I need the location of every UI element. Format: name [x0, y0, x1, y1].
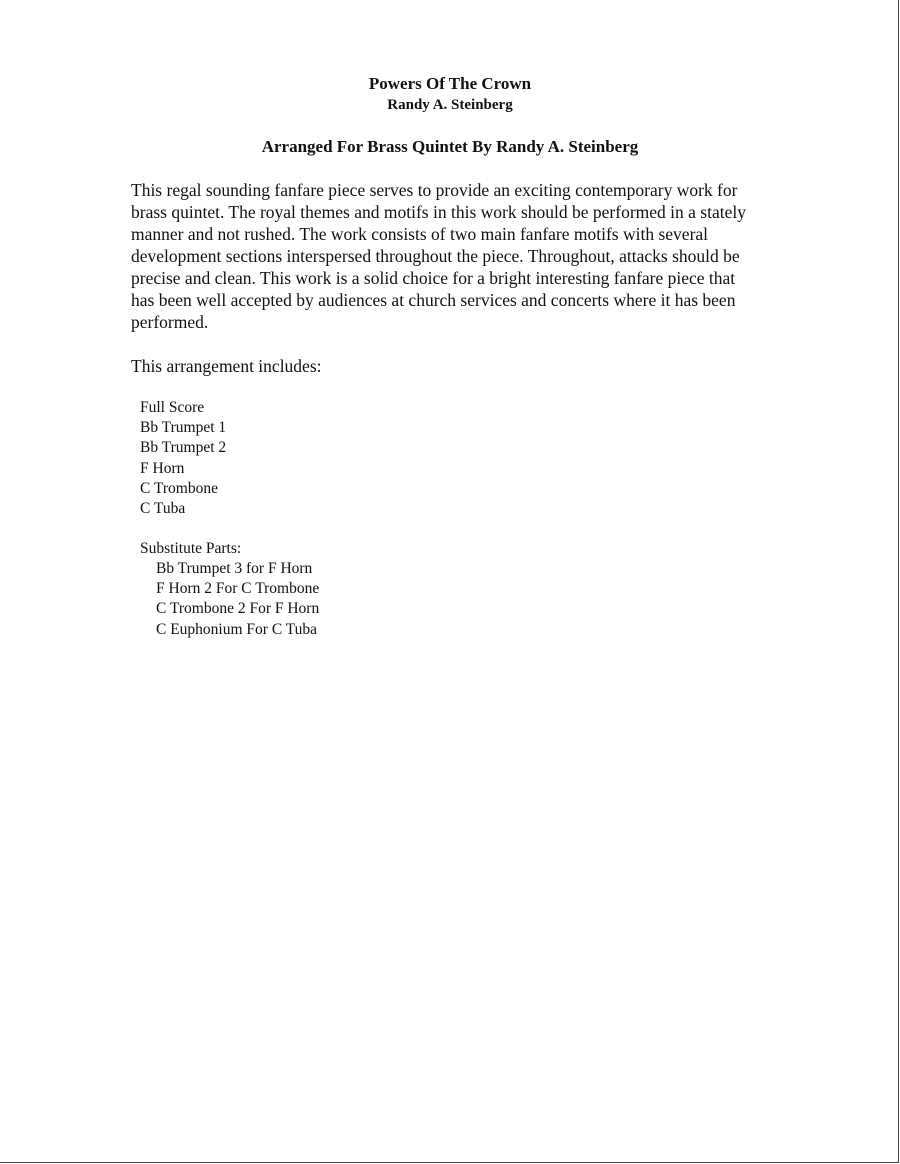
document-title: Powers Of The Crown	[368, 74, 532, 93]
parts-list	[140, 398, 226, 519]
substitute-part-item: C Euphonium For C Tuba	[156, 620, 318, 638]
part-item: C Trombone	[140, 479, 218, 497]
part-item: Full Score	[140, 399, 205, 416]
part-item: C Tuba	[140, 500, 186, 518]
part-item: Bb Trumpet 1	[140, 419, 227, 437]
description-paragraph: This regal sounding fanfare piece serves to provide an exciting contemporary work for brass quintet. The royal themes and motifs in this work should be performed in a stately manner and not rushed. The work consists of two main fanfare motifs with several development sections interspersed throughout the piece. Throughout, attacks should be precise and clean. This work is a solid choice for a bright interesting fanfare piece that has been well accepted by audiences at church services and concerts where it has been performed.	[131, 180, 746, 332]
substitute-parts-heading: Substitute Parts:	[140, 540, 242, 557]
arranged-by-line: Arranged For Brass Quintet By Randy A. Steinberg	[261, 137, 639, 156]
substitute-part-item: Bb Trumpet 3 for F Horn	[156, 560, 313, 577]
part-item: Bb Trumpet 2	[140, 439, 227, 457]
includes-heading: This arrangement includes:	[131, 356, 322, 376]
substitute-part-item: C Trombone 2 For F Horn	[156, 600, 320, 618]
composer-name: Randy A. Steinberg	[387, 97, 513, 113]
part-item: F Horn	[140, 459, 185, 477]
substitute-parts-list	[156, 559, 319, 640]
substitute-part-item: F Horn 2 For C Trombone	[156, 580, 320, 598]
